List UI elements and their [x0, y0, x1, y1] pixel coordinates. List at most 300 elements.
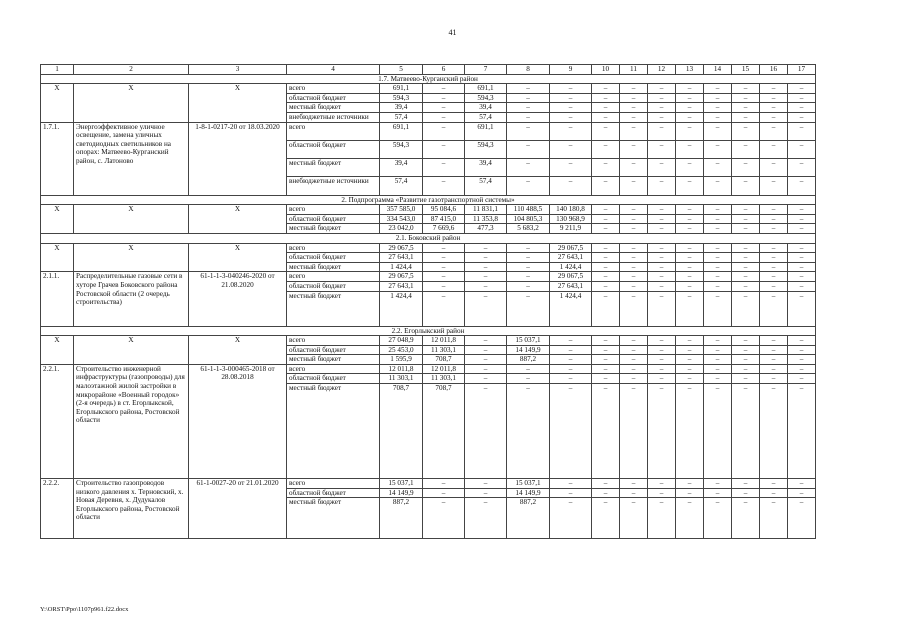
value-cell: – — [648, 205, 676, 215]
table-row — [41, 272, 816, 282]
value-cell: – — [704, 488, 732, 498]
column-number: 3 — [189, 65, 287, 75]
project-number: 2.2.2. — [41, 479, 74, 539]
value-cell: 23 042,0 — [380, 224, 423, 234]
value-cell: – — [732, 224, 760, 234]
value-cell: – — [760, 93, 788, 103]
value-cell: – — [676, 272, 704, 282]
value-cell: – — [423, 159, 465, 177]
value-cell: – — [788, 205, 816, 215]
value-cell: – — [704, 112, 732, 122]
value-cell: – — [760, 103, 788, 113]
value-cell: – — [732, 140, 760, 158]
value-cell: – — [704, 479, 732, 489]
value-cell: 87 415,0 — [423, 214, 465, 224]
value-cell: – — [620, 272, 648, 282]
value-cell: – — [507, 112, 550, 122]
value-cell: – — [648, 498, 676, 539]
value-cell: – — [592, 159, 620, 177]
value-cell: – — [676, 498, 704, 539]
value-cell: – — [648, 214, 676, 224]
budget-table — [40, 64, 816, 539]
x-mark: Х — [41, 336, 74, 365]
project-name: Строительство газопроводов низкого давления х. Терновский, х. Новая Деревня, х. Дудукалов Егорлыкского района, Ростовской области — [74, 479, 189, 539]
value-cell: – — [550, 374, 592, 384]
table-row — [41, 243, 816, 253]
value-cell: – — [788, 93, 816, 103]
value-cell: – — [788, 103, 816, 113]
value-cell: – — [732, 103, 760, 113]
value-cell: – — [704, 93, 732, 103]
value-cell: 39,4 — [465, 103, 507, 113]
value-cell: – — [507, 122, 550, 140]
value-cell: – — [760, 243, 788, 253]
value-cell: – — [760, 355, 788, 365]
value-cell: – — [507, 159, 550, 177]
source-label: областной бюджет — [287, 345, 380, 355]
value-cell: – — [550, 84, 592, 94]
value-cell: – — [648, 262, 676, 272]
value-cell: 887,2 — [380, 498, 423, 539]
table-row — [41, 479, 816, 489]
value-cell: – — [507, 103, 550, 113]
source-label: всего — [287, 205, 380, 215]
value-cell: 691,1 — [465, 122, 507, 140]
value-cell: 708,7 — [423, 384, 465, 479]
value-cell: – — [704, 281, 732, 291]
value-cell: – — [788, 272, 816, 282]
column-number: 9 — [550, 65, 592, 75]
value-cell: – — [592, 224, 620, 234]
value-cell: 9 211,9 — [550, 224, 592, 234]
value-cell: – — [704, 205, 732, 215]
value-cell: – — [465, 498, 507, 539]
value-cell: – — [676, 336, 704, 346]
value-cell: 708,7 — [380, 384, 423, 479]
value-cell: – — [620, 384, 648, 479]
value-cell: – — [760, 281, 788, 291]
value-cell: – — [704, 177, 732, 195]
value-cell: 29 067,5 — [550, 272, 592, 282]
x-mark: Х — [41, 205, 74, 234]
value-cell: – — [423, 291, 465, 326]
value-cell: – — [423, 281, 465, 291]
page-number: 41 — [448, 28, 457, 37]
value-cell: – — [507, 281, 550, 291]
value-cell: – — [423, 112, 465, 122]
value-cell: – — [676, 281, 704, 291]
table-row — [41, 122, 816, 140]
value-cell: – — [648, 272, 676, 282]
project-name: Строительство инженерной инфраструктуры (газопроводы) для малоэтажной жилой застройки в микрорайоне «Военный городок» (2-я очередь) в ст. Егорлыкской, Егорлыкского района, Ростовской области — [74, 364, 189, 478]
value-cell: – — [507, 291, 550, 326]
value-cell: – — [550, 355, 592, 365]
value-cell: 27 643,1 — [550, 281, 592, 291]
value-cell: – — [704, 103, 732, 113]
source-label: внебюджетные источники — [287, 112, 380, 122]
value-cell: – — [592, 253, 620, 263]
value-cell: – — [648, 345, 676, 355]
column-number: 7 — [465, 65, 507, 75]
value-cell: – — [760, 272, 788, 282]
section-title: 2.2. Егорлыкский район — [41, 326, 816, 336]
value-cell: – — [507, 243, 550, 253]
value-cell: – — [465, 355, 507, 365]
value-cell: – — [648, 224, 676, 234]
value-cell: – — [788, 177, 816, 195]
value-cell: 1 424,4 — [550, 262, 592, 272]
value-cell: – — [620, 374, 648, 384]
value-cell: – — [620, 253, 648, 263]
value-cell: – — [732, 122, 760, 140]
value-cell: – — [676, 479, 704, 489]
value-cell: – — [676, 159, 704, 177]
value-cell: 14 149,9 — [507, 488, 550, 498]
value-cell: – — [704, 159, 732, 177]
value-cell: – — [620, 355, 648, 365]
value-cell: – — [648, 355, 676, 365]
value-cell: – — [676, 345, 704, 355]
value-cell: – — [704, 243, 732, 253]
x-mark: Х — [189, 84, 287, 122]
value-cell: – — [760, 479, 788, 489]
value-cell: 1 424,4 — [380, 262, 423, 272]
value-cell: – — [423, 140, 465, 158]
value-cell: – — [592, 262, 620, 272]
column-number: 13 — [676, 65, 704, 75]
value-cell: – — [550, 498, 592, 539]
value-cell: – — [676, 243, 704, 253]
value-cell: – — [465, 253, 507, 263]
value-cell: – — [788, 384, 816, 479]
value-cell: – — [760, 224, 788, 234]
value-cell: – — [423, 262, 465, 272]
source-label: областной бюджет — [287, 140, 380, 158]
source-label: местный бюджет — [287, 355, 380, 365]
project-code: 1-8-1-0217-20 от 18.03.2020 — [189, 122, 287, 195]
value-cell: – — [676, 384, 704, 479]
value-cell: 130 968,9 — [550, 214, 592, 224]
value-cell: – — [550, 336, 592, 346]
value-cell: – — [550, 177, 592, 195]
value-cell: – — [704, 291, 732, 326]
column-number: 11 — [620, 65, 648, 75]
value-cell: – — [592, 214, 620, 224]
value-cell: 12 011,8 — [423, 364, 465, 374]
value-cell: – — [465, 281, 507, 291]
value-cell: 27 643,1 — [380, 253, 423, 263]
value-cell: 334 543,0 — [380, 214, 423, 224]
value-cell: – — [620, 336, 648, 346]
value-cell: 29 067,5 — [380, 243, 423, 253]
source-label: местный бюджет — [287, 498, 380, 539]
value-cell: – — [592, 498, 620, 539]
x-mark: Х — [74, 84, 189, 122]
value-cell: 57,4 — [380, 112, 423, 122]
value-cell: 887,2 — [507, 498, 550, 539]
value-cell: – — [732, 355, 760, 365]
value-cell: – — [620, 205, 648, 215]
value-cell: – — [676, 112, 704, 122]
value-cell: – — [620, 177, 648, 195]
value-cell: – — [760, 214, 788, 224]
x-mark: Х — [41, 243, 74, 272]
source-label: местный бюджет — [287, 262, 380, 272]
value-cell: – — [423, 498, 465, 539]
value-cell: 5 683,2 — [507, 224, 550, 234]
value-cell: – — [507, 374, 550, 384]
x-mark: Х — [189, 243, 287, 272]
value-cell: – — [648, 291, 676, 326]
x-mark: Х — [189, 336, 287, 365]
value-cell: – — [550, 364, 592, 374]
value-cell: – — [620, 224, 648, 234]
value-cell: 11 303,1 — [423, 345, 465, 355]
value-cell: – — [732, 112, 760, 122]
value-cell: – — [732, 272, 760, 282]
value-cell: – — [423, 272, 465, 282]
value-cell: – — [592, 177, 620, 195]
value-cell: – — [732, 177, 760, 195]
value-cell: 95 084,6 — [423, 205, 465, 215]
value-cell: – — [620, 159, 648, 177]
value-cell: – — [648, 488, 676, 498]
value-cell: – — [676, 355, 704, 365]
value-cell: – — [788, 214, 816, 224]
table-row — [41, 205, 816, 215]
value-cell: – — [732, 253, 760, 263]
value-cell: – — [423, 84, 465, 94]
value-cell: – — [676, 103, 704, 113]
value-cell: 39,4 — [380, 159, 423, 177]
value-cell: – — [676, 488, 704, 498]
value-cell: – — [648, 159, 676, 177]
value-cell: – — [423, 479, 465, 489]
value-cell: – — [648, 140, 676, 158]
value-cell: 27 643,1 — [380, 281, 423, 291]
value-cell: 1 424,4 — [380, 291, 423, 326]
project-code: 61-1-1-3-040246-2020 от 21.08.2020 — [189, 272, 287, 326]
value-cell: – — [423, 253, 465, 263]
value-cell: – — [592, 345, 620, 355]
value-cell: – — [732, 479, 760, 489]
value-cell: – — [465, 336, 507, 346]
value-cell: 12 011,8 — [380, 364, 423, 374]
value-cell: – — [676, 262, 704, 272]
value-cell: 708,7 — [423, 355, 465, 365]
value-cell: – — [648, 384, 676, 479]
source-label: внебюджетные источники — [287, 177, 380, 195]
value-cell: – — [760, 336, 788, 346]
value-cell: – — [507, 272, 550, 282]
source-label: всего — [287, 364, 380, 374]
value-cell: – — [648, 281, 676, 291]
value-cell: 594,3 — [380, 140, 423, 158]
value-cell: – — [620, 93, 648, 103]
value-cell: – — [788, 345, 816, 355]
value-cell: 14 149,9 — [380, 488, 423, 498]
value-cell: – — [592, 281, 620, 291]
value-cell: – — [620, 364, 648, 374]
value-cell: – — [550, 159, 592, 177]
value-cell: 11 831,1 — [465, 205, 507, 215]
value-cell: – — [465, 488, 507, 498]
section-title: 2.1. Боковский район — [41, 233, 816, 243]
value-cell: – — [732, 84, 760, 94]
project-name: Распределительные газовые сети в хуторе Грачев Боковского района Ростовской области (2 очередь строительства) — [74, 272, 189, 326]
value-cell: 29 067,5 — [380, 272, 423, 282]
column-number: 10 — [592, 65, 620, 75]
value-cell: – — [550, 384, 592, 479]
value-cell: – — [648, 177, 676, 195]
value-cell: – — [620, 112, 648, 122]
value-cell: – — [676, 253, 704, 263]
file-path-footer: Y:\ORST\Ppo\1107p961.f22.docx — [40, 606, 129, 613]
value-cell: – — [788, 262, 816, 272]
value-cell: 691,1 — [380, 84, 423, 94]
value-cell: – — [760, 122, 788, 140]
value-cell: – — [788, 253, 816, 263]
value-cell: – — [760, 253, 788, 263]
value-cell: – — [788, 243, 816, 253]
value-cell: 357 585,0 — [380, 205, 423, 215]
value-cell: – — [676, 140, 704, 158]
source-label: местный бюджет — [287, 384, 380, 479]
value-cell: – — [592, 488, 620, 498]
value-cell: – — [507, 364, 550, 374]
value-cell: – — [550, 93, 592, 103]
value-cell: – — [507, 177, 550, 195]
value-cell: – — [676, 291, 704, 326]
value-cell: – — [732, 281, 760, 291]
source-label: областной бюджет — [287, 214, 380, 224]
source-label: всего — [287, 84, 380, 94]
value-cell: – — [732, 345, 760, 355]
value-cell: – — [620, 103, 648, 113]
value-cell: 11 303,1 — [423, 374, 465, 384]
value-cell: – — [465, 479, 507, 489]
value-cell: – — [732, 374, 760, 384]
value-cell: – — [676, 205, 704, 215]
value-cell: – — [760, 177, 788, 195]
value-cell: 57,4 — [465, 112, 507, 122]
value-cell: – — [788, 224, 816, 234]
value-cell: – — [465, 374, 507, 384]
source-label: местный бюджет — [287, 291, 380, 326]
column-number: 5 — [380, 65, 423, 75]
source-label: всего — [287, 479, 380, 489]
value-cell: 477,3 — [465, 224, 507, 234]
value-cell: – — [648, 336, 676, 346]
value-cell: – — [788, 488, 816, 498]
value-cell: – — [704, 384, 732, 479]
value-cell: – — [732, 93, 760, 103]
value-cell: – — [550, 479, 592, 489]
column-number: 2 — [74, 65, 189, 75]
value-cell: 57,4 — [380, 177, 423, 195]
value-cell: – — [423, 488, 465, 498]
value-cell: – — [760, 112, 788, 122]
value-cell: 15 037,1 — [380, 479, 423, 489]
value-cell: – — [465, 345, 507, 355]
value-cell: – — [465, 272, 507, 282]
value-cell: – — [592, 384, 620, 479]
value-cell: – — [704, 84, 732, 94]
value-cell: – — [592, 374, 620, 384]
value-cell: – — [788, 498, 816, 539]
value-cell: – — [620, 281, 648, 291]
value-cell: 14 149,9 — [507, 345, 550, 355]
value-cell: – — [592, 112, 620, 122]
value-cell: 11 353,8 — [465, 214, 507, 224]
value-cell: – — [760, 84, 788, 94]
value-cell: – — [704, 498, 732, 539]
value-cell: – — [423, 103, 465, 113]
value-cell: – — [648, 364, 676, 374]
value-cell: 140 180,8 — [550, 205, 592, 215]
x-mark: Х — [74, 205, 189, 234]
value-cell: – — [760, 364, 788, 374]
value-cell: – — [592, 84, 620, 94]
value-cell: 104 805,3 — [507, 214, 550, 224]
value-cell: – — [592, 93, 620, 103]
value-cell: – — [760, 345, 788, 355]
value-cell: 594,3 — [465, 140, 507, 158]
value-cell: – — [788, 364, 816, 374]
value-cell: – — [507, 253, 550, 263]
value-cell: 27 643,1 — [550, 253, 592, 263]
value-cell: – — [648, 93, 676, 103]
value-cell: 39,4 — [465, 159, 507, 177]
source-label: всего — [287, 122, 380, 140]
value-cell: – — [620, 488, 648, 498]
value-cell: – — [620, 291, 648, 326]
column-number: 6 — [423, 65, 465, 75]
value-cell: – — [704, 374, 732, 384]
table-row — [41, 84, 816, 94]
value-cell: – — [592, 364, 620, 374]
value-cell: 691,1 — [380, 122, 423, 140]
value-cell: – — [704, 364, 732, 374]
value-cell: – — [620, 345, 648, 355]
source-label: всего — [287, 243, 380, 253]
source-label: областной бюджет — [287, 281, 380, 291]
value-cell: – — [465, 364, 507, 374]
value-cell: – — [732, 336, 760, 346]
value-cell: – — [760, 374, 788, 384]
value-cell: – — [704, 262, 732, 272]
value-cell: – — [507, 384, 550, 479]
section-title: 1.7. Матвеево-Курганский район — [41, 74, 816, 84]
source-label: всего — [287, 272, 380, 282]
value-cell: – — [465, 243, 507, 253]
value-cell: – — [423, 122, 465, 140]
source-label: областной бюджет — [287, 488, 380, 498]
value-cell: – — [732, 205, 760, 215]
value-cell: – — [676, 93, 704, 103]
x-mark: Х — [74, 243, 189, 272]
value-cell: 1 424,4 — [550, 291, 592, 326]
value-cell: 12 011,8 — [423, 336, 465, 346]
value-cell: – — [704, 272, 732, 282]
column-number: 4 — [287, 65, 380, 75]
project-code: 61-1-0027-20 от 21.01.2020 — [189, 479, 287, 539]
value-cell: 15 037,1 — [507, 479, 550, 489]
value-cell: – — [620, 243, 648, 253]
source-label: областной бюджет — [287, 253, 380, 263]
value-cell: – — [788, 112, 816, 122]
value-cell: – — [760, 140, 788, 158]
